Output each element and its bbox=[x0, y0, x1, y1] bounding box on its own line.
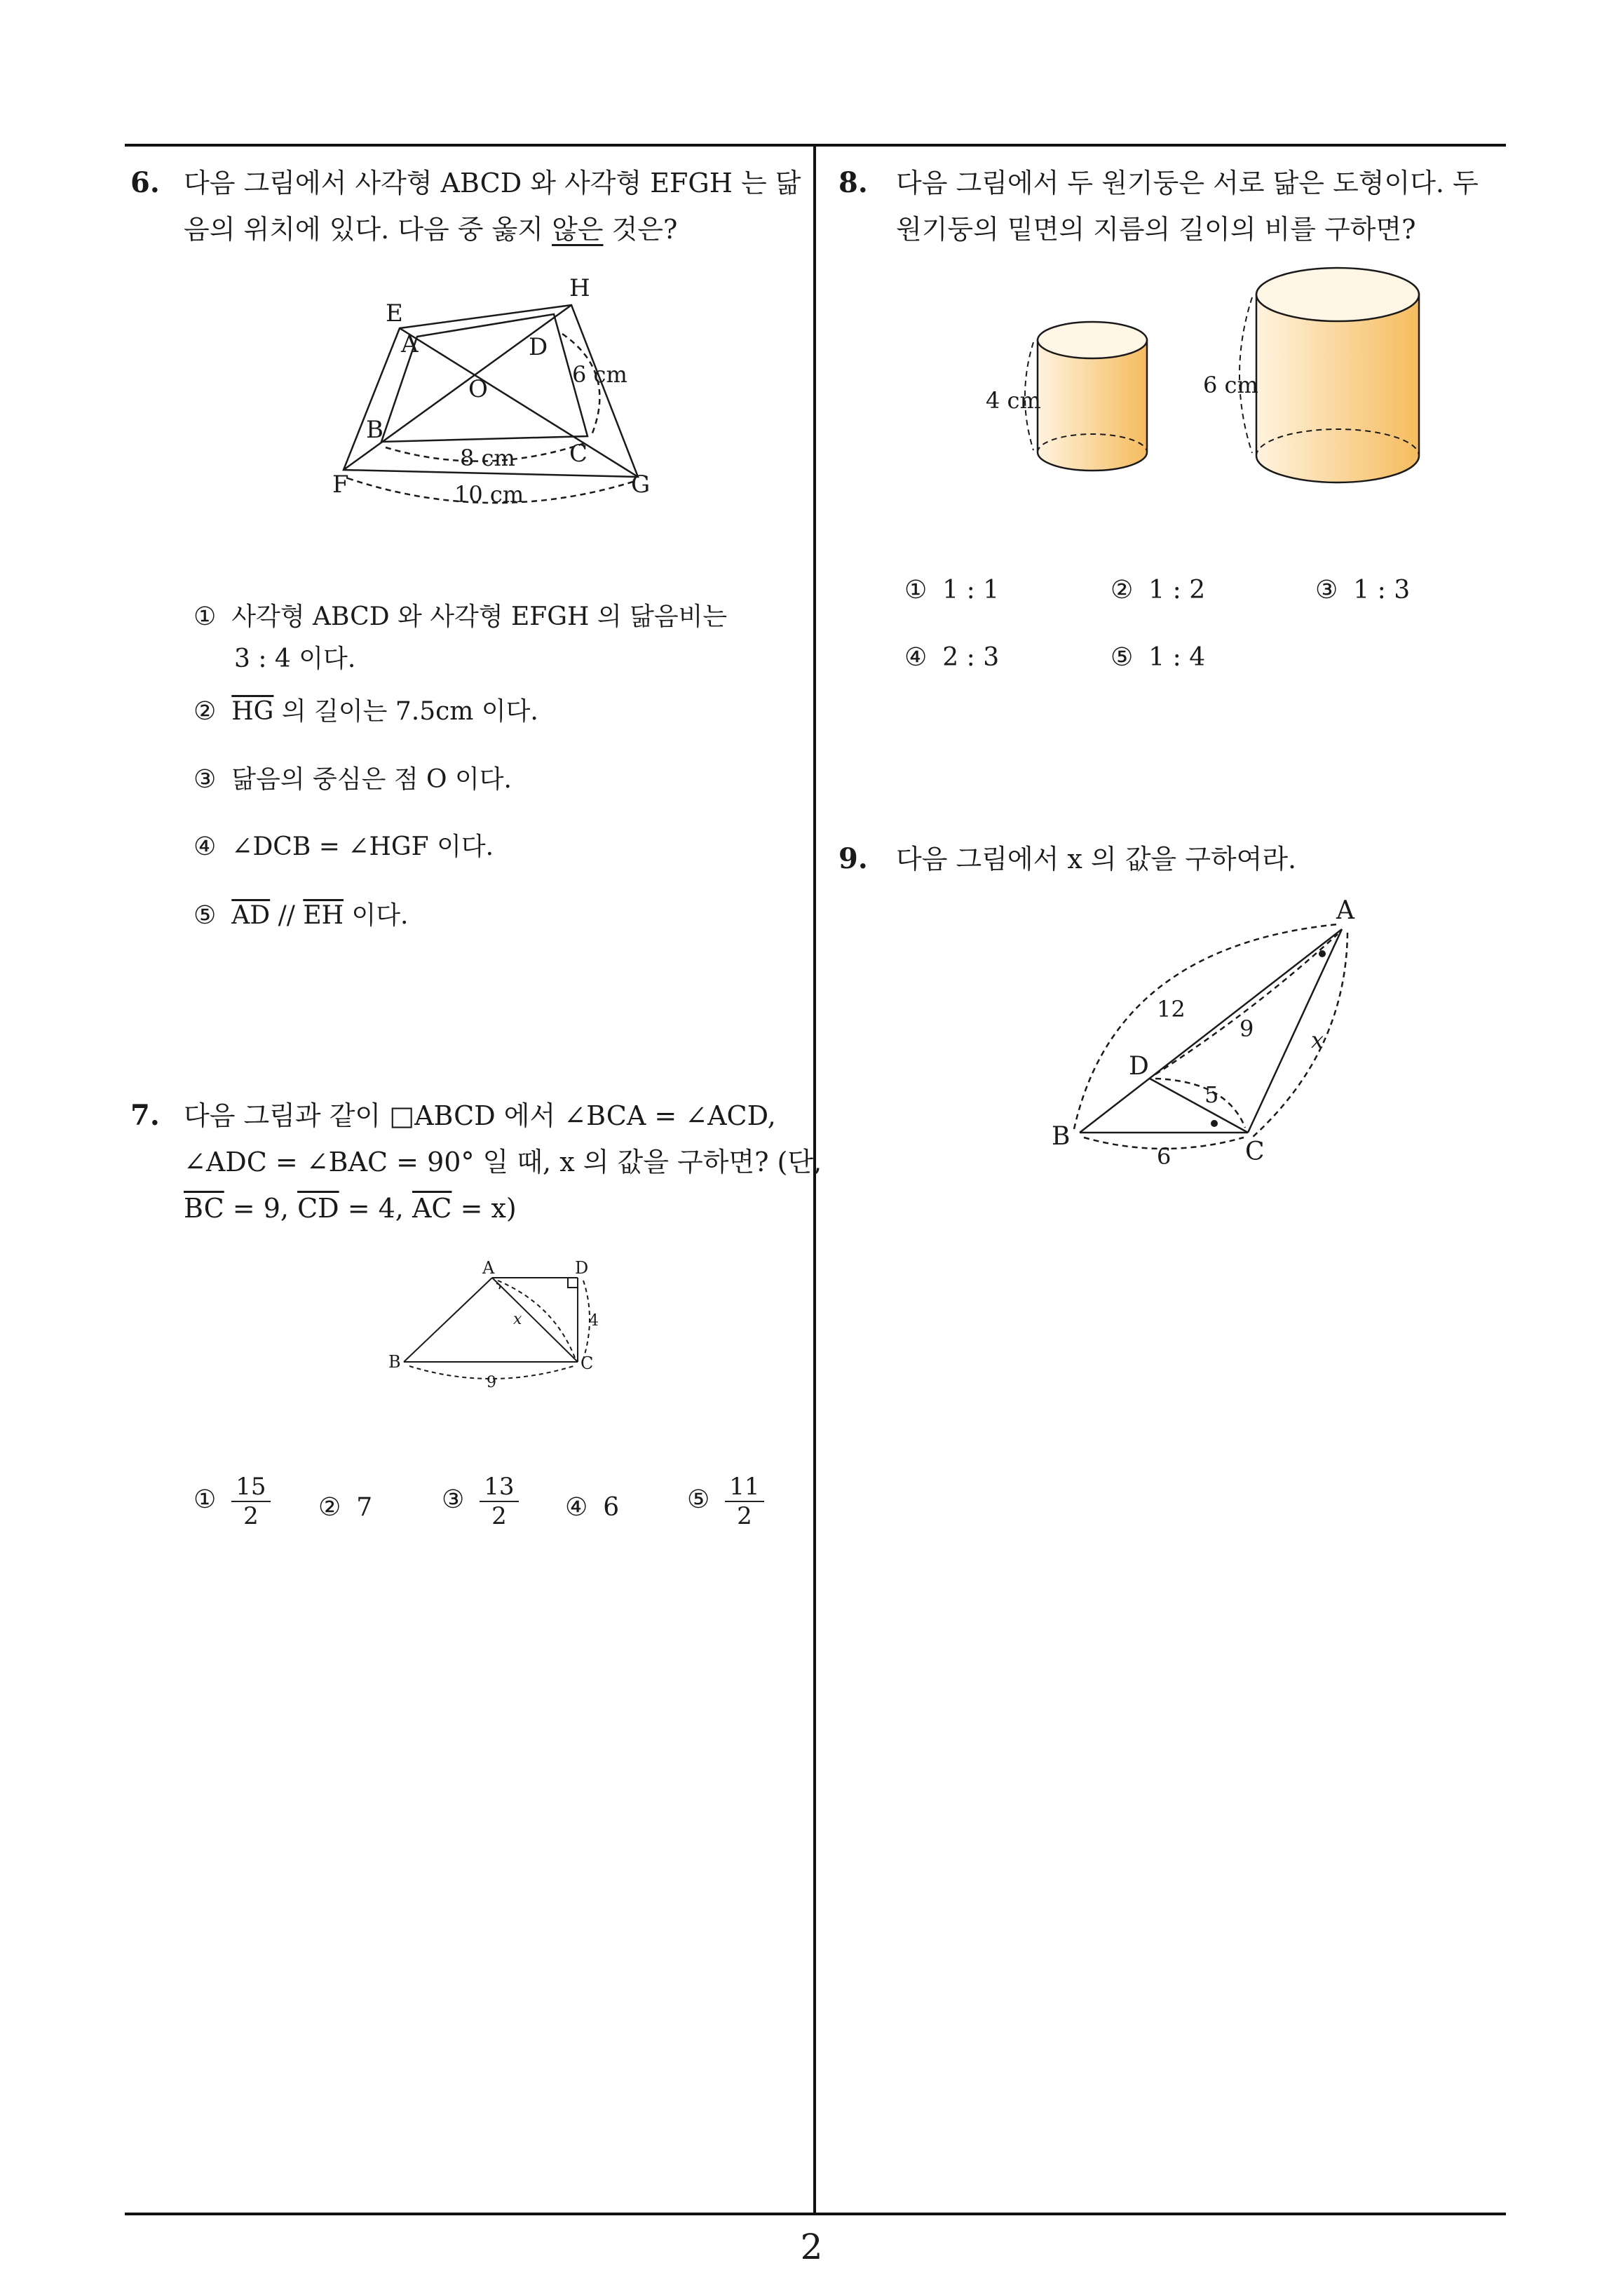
option-1[interactable] bbox=[904, 569, 999, 612]
figure-q9 bbox=[1045, 891, 1381, 1171]
option-3[interactable] bbox=[1315, 569, 1410, 612]
option-text: 1 : 3 bbox=[1353, 576, 1411, 605]
question-text-line1: 다음 그림과 같이 □ABCD 에서 ∠BCA = ∠ACD, bbox=[184, 1100, 776, 1131]
option-4[interactable] bbox=[193, 826, 494, 868]
option-text: 이다. bbox=[344, 901, 409, 930]
option-mark: ⑤ bbox=[193, 901, 217, 930]
question-number: 6. bbox=[130, 166, 160, 199]
text-part: = 4, bbox=[339, 1193, 412, 1224]
option-3[interactable] bbox=[442, 1473, 519, 1530]
option-text: 1 : 2 bbox=[1148, 576, 1206, 605]
option-mark: ④ bbox=[904, 643, 928, 672]
label-G: G bbox=[631, 471, 651, 499]
label-9: 9 bbox=[1240, 1015, 1254, 1042]
label-A: A bbox=[1336, 896, 1354, 925]
question-number: 8. bbox=[838, 166, 868, 199]
figure-q6 bbox=[308, 266, 701, 519]
label-10cm: 10 cm bbox=[454, 481, 524, 508]
label-6: 6 bbox=[1157, 1143, 1172, 1170]
label-D: D bbox=[575, 1258, 589, 1278]
option-text: 닮음의 중심은 점 O 이다. bbox=[231, 765, 512, 794]
parallel-sign: // bbox=[270, 901, 304, 930]
option-5[interactable] bbox=[193, 895, 408, 937]
option-mark: ⑤ bbox=[687, 1485, 710, 1514]
question-text-line2 bbox=[184, 206, 677, 252]
label-B: B bbox=[1052, 1122, 1071, 1151]
option-2[interactable] bbox=[318, 1487, 372, 1529]
segment-bc: $\overline{BC}$ bbox=[184, 1193, 224, 1224]
label-D: D bbox=[1129, 1052, 1149, 1081]
numerator: 13 bbox=[480, 1473, 518, 1502]
segment-eh: $\overline{EH}$ bbox=[303, 901, 344, 930]
segment-hg: $\overline{HG}$ bbox=[231, 697, 274, 726]
label-12: 12 bbox=[1157, 996, 1186, 1022]
option-mark: ④ bbox=[193, 832, 217, 861]
option-4[interactable] bbox=[565, 1487, 619, 1529]
question-number: 7. bbox=[130, 1099, 160, 1132]
label-F: F bbox=[332, 471, 349, 499]
segment-cd: $\overline{CD}$ bbox=[297, 1193, 339, 1224]
label-O: O bbox=[468, 375, 488, 403]
denominator: 2 bbox=[243, 1502, 259, 1530]
fraction bbox=[480, 1473, 518, 1530]
denominator: 2 bbox=[737, 1502, 752, 1530]
option-4[interactable] bbox=[904, 637, 999, 679]
segment-ad: $\overline{AD}$ bbox=[231, 901, 271, 930]
label-8cm: 8 cm bbox=[460, 445, 515, 471]
option-1-cont bbox=[234, 638, 355, 680]
option-text: 1 : 4 bbox=[1148, 643, 1206, 672]
figure-q7 bbox=[379, 1248, 610, 1403]
fraction bbox=[725, 1473, 763, 1530]
numerator: 11 bbox=[725, 1473, 763, 1502]
option-mark: ③ bbox=[442, 1485, 465, 1514]
segment-ac: $\overline{AC}$ bbox=[412, 1193, 452, 1224]
option-text: 3 : 4 이다. bbox=[234, 644, 356, 673]
option-mark: ③ bbox=[193, 765, 217, 794]
option-mark: ② bbox=[318, 1493, 341, 1522]
option-5[interactable] bbox=[1111, 637, 1205, 679]
small-cylinder bbox=[1025, 322, 1147, 471]
label-C: C bbox=[569, 440, 588, 468]
option-text: ∠DCB = ∠HGF 이다. bbox=[231, 832, 494, 861]
label-x: x bbox=[1311, 1027, 1324, 1053]
label-D: D bbox=[529, 333, 548, 361]
option-text: 1 : 1 bbox=[942, 576, 1000, 605]
text-part: = x) bbox=[451, 1193, 517, 1224]
question-text-line3 bbox=[184, 1185, 517, 1231]
option-mark: ① bbox=[193, 1485, 217, 1514]
denominator: 2 bbox=[491, 1502, 507, 1530]
label-B: B bbox=[366, 416, 383, 444]
label-A: A bbox=[482, 1258, 495, 1278]
label-large-height: 6 cm bbox=[1203, 372, 1258, 398]
option-2[interactable] bbox=[193, 691, 538, 733]
option-text: 의 길이는 7.5cm 이다. bbox=[273, 697, 538, 726]
numerator: 15 bbox=[231, 1473, 270, 1502]
question-text-line1: 다음 그림에서 두 원기둥은 서로 닮은 도형이다. 두 bbox=[896, 168, 1479, 198]
question-text-part: 음의 위치에 있다. 다음 중 옳지 bbox=[184, 214, 552, 245]
label-C: C bbox=[1245, 1137, 1265, 1166]
option-mark: ② bbox=[193, 697, 217, 726]
text-part: = 9, bbox=[224, 1193, 298, 1224]
label-B: B bbox=[388, 1352, 401, 1372]
bottom-rule bbox=[125, 2213, 1506, 2215]
question-text-part: 것은? bbox=[603, 214, 678, 245]
option-mark: ③ bbox=[1315, 576, 1338, 605]
angle-dot-c bbox=[1211, 1120, 1218, 1127]
option-1[interactable] bbox=[193, 1473, 271, 1530]
option-text: 6 bbox=[603, 1493, 620, 1522]
option-text: 사각형 ABCD 와 사각형 EFGH 의 닮음비는 bbox=[231, 602, 728, 631]
page-number: 2 bbox=[800, 2227, 823, 2267]
fraction bbox=[231, 1473, 270, 1530]
option-5[interactable] bbox=[687, 1473, 764, 1530]
option-mark: ⑤ bbox=[1111, 643, 1134, 672]
option-mark: ① bbox=[904, 576, 928, 605]
label-x: x bbox=[513, 1311, 522, 1328]
question-text-line2: 원기둥의 밑면의 지름의 길이의 비를 구하면? bbox=[896, 214, 1416, 245]
underlined-word: 않은 bbox=[552, 214, 604, 245]
label-E: E bbox=[386, 299, 403, 327]
option-mark: ④ bbox=[565, 1493, 588, 1522]
option-1[interactable] bbox=[193, 596, 727, 638]
option-text: 7 bbox=[356, 1493, 373, 1522]
label-4: 4 bbox=[589, 1312, 599, 1330]
angle-dot-a bbox=[1319, 950, 1326, 957]
large-cylinder bbox=[1240, 268, 1419, 482]
option-mark: ① bbox=[193, 602, 217, 631]
label-9: 9 bbox=[487, 1374, 496, 1391]
label-A: A bbox=[401, 330, 419, 358]
question-text-line1: 다음 그림에서 사각형 ABCD 와 사각형 EFGH 는 닮 bbox=[184, 168, 801, 198]
label-small-height: 4 cm bbox=[986, 387, 1041, 414]
label-5: 5 bbox=[1204, 1081, 1219, 1108]
question-number: 9. bbox=[838, 842, 868, 875]
question-text-line1: 다음 그림에서 x 의 값을 구하여라. bbox=[896, 844, 1297, 874]
label-H: H bbox=[569, 274, 590, 302]
question-text-line2: ∠ADC = ∠BAC = 90° 일 때, x 의 값을 구하면? (단, bbox=[184, 1147, 822, 1177]
figure-q8 bbox=[975, 252, 1458, 505]
option-text: 2 : 3 bbox=[942, 643, 1000, 672]
label-C: C bbox=[580, 1353, 594, 1373]
option-3[interactable] bbox=[193, 759, 512, 801]
label-6cm: 6 cm bbox=[572, 361, 627, 388]
option-mark: ② bbox=[1111, 576, 1134, 605]
option-2[interactable] bbox=[1111, 569, 1205, 612]
